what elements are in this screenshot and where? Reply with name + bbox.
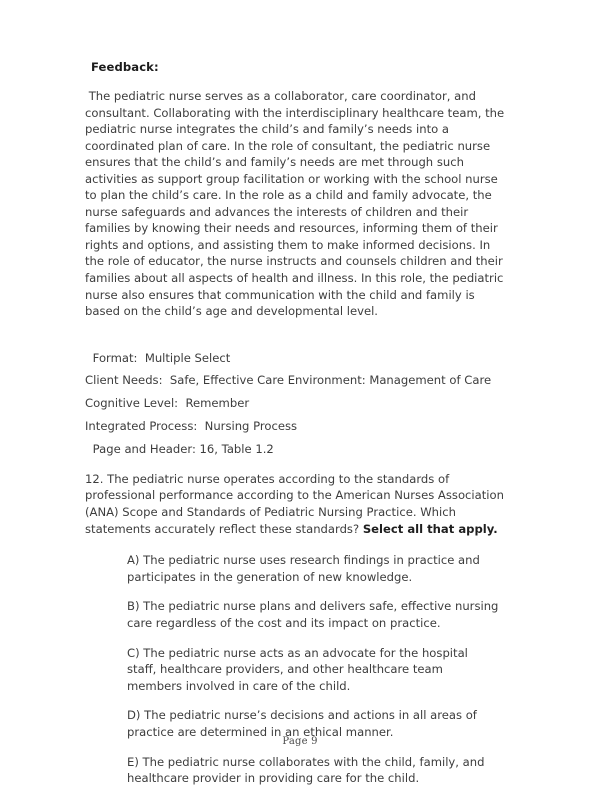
- metadata-cognitive-level: Cognitive Level: Remember: [85, 396, 250, 411]
- answer-option-b[interactable]: B) The pediatric nurse plans and delivers safe, effective nursing care regardless of the cost and its impact on practice.: [127, 599, 499, 630]
- answer-option-a[interactable]: A) The pediatric nurse uses research findings in practice and participates in the generation of new knowledge.: [127, 553, 480, 584]
- answer-option-c[interactable]: C) The pediatric nurse acts as an advocate for the hospital staff, healthcare providers, and other healthcare team members involved in care of the child.: [127, 645, 468, 693]
- question-metadata: [85, 350, 511, 457]
- page-content: [85, 60, 511, 787]
- feedback-body-text: The pediatric nurse serves as a collaborator, care coordinator, and consultant. Collaborating with the interdisciplinary healthcare team, the pediatric nurse integrates the child’s and family’s needs into a coordinated plan of care. In the role of consultant, the pediatric nurse ensures that the child’s and family’s needs are met through such activities as support group facilitation or working with the school nurse to plan the child’s care. In the role as a child and family advocate, the nurse safeguards and advances the interests of children and their families by knowing their needs and resources, informing them of their rights and options, and assisting them to make informed decisions. In the role of educator, the nurse instructs and counsels children and their families about all aspects of health and illness. In this role, the pediatric nurse also ensures that communication with the child and family is based on the child’s age and developmental level.: [85, 89, 508, 319]
- metadata-format: Format: Multiple Select: [89, 350, 231, 365]
- metadata-integrated-process: Integrated Process: Nursing Process: [85, 419, 298, 434]
- metadata-page-and-header: Page and Header: 16, Table 1.2: [89, 441, 274, 456]
- page-number-label: Page 9: [282, 736, 318, 747]
- answer-options-list: [85, 552, 511, 787]
- question-stem-emphasis: Select all that apply.: [362, 521, 498, 536]
- feedback-heading: Feedback:: [91, 60, 159, 74]
- question-stem: [85, 471, 511, 537]
- answer-option-d[interactable]: D) The pediatric nurse’s decisions and actions in all areas of practice are determined in an ethical manner.: [127, 708, 477, 739]
- answer-option-e[interactable]: E) The pediatric nurse collaborates with the child, family, and healthcare provider in providing care for the child.: [127, 754, 485, 786]
- metadata-client-needs: Client Needs: Safe, Effective Care Environment: Management of Care: [85, 373, 492, 388]
- page-footer: [0, 729, 600, 748]
- question-stem-plain: 12. The pediatric nurse operates according to the standards of professional performance according to the American Nurses Association (ANA) Scope and Standards of Pediatric Nursing Practice. Which statements accurately reflect these standards?: [85, 471, 504, 536]
